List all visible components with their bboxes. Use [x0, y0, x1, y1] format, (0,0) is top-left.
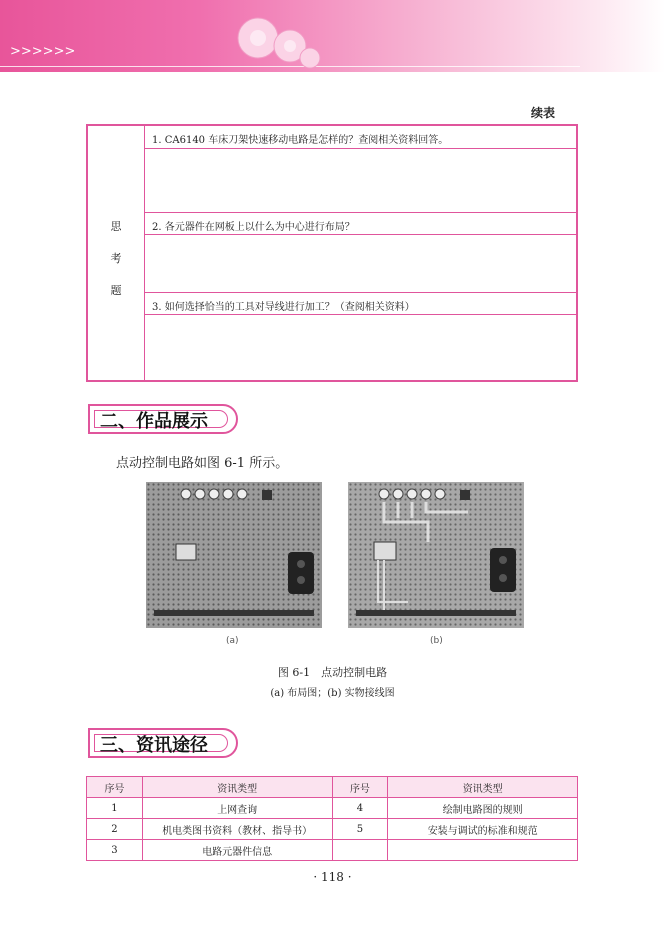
figure-caption-b: (b) — [430, 636, 443, 646]
board-wiring-image — [348, 482, 524, 628]
side-char: 思 — [110, 220, 122, 233]
section-title: 三、资讯途径 — [100, 735, 208, 756]
divider — [144, 314, 576, 315]
table-cell: 上网查询 — [142, 798, 332, 819]
table-cell: 安装与调试的标准和规范 — [388, 819, 578, 840]
table-row — [87, 819, 578, 840]
table-cell: 绘制电路图的规则 — [388, 798, 578, 819]
header-band — [0, 0, 665, 72]
table-row — [87, 798, 578, 819]
table-cell: 4 — [332, 798, 388, 819]
table-header-row — [87, 777, 578, 798]
side-char: 题 — [110, 284, 122, 297]
header-cell: 序号 — [332, 777, 388, 798]
side-char: 考 — [110, 252, 122, 265]
photo-layout — [146, 482, 322, 628]
intro-text: 点动控制电路如图 6-1 所示。 — [116, 456, 289, 471]
figure-subtitle: (a) 布局图；(b) 实物接线图 — [270, 688, 395, 699]
table-cell — [388, 840, 578, 861]
question-1: 1. CA6140 车床刀架快速移动电路是怎样的？查阅相关资料回答。 — [152, 135, 449, 146]
section-title: 二、作品展示 — [100, 411, 208, 432]
header-cell: 序号 — [87, 777, 143, 798]
question-3: 3. 如何选择恰当的工具对导线进行加工？（查阅相关资料） — [152, 302, 415, 313]
section-heading-3 — [88, 728, 240, 758]
divider — [144, 148, 576, 149]
divider — [144, 212, 576, 213]
divider — [144, 234, 576, 235]
divider — [144, 292, 576, 293]
table-cell: 3 — [87, 840, 143, 861]
header-cell: 资讯类型 — [142, 777, 332, 798]
table-cell — [332, 840, 388, 861]
table-cell: 1 — [87, 798, 143, 819]
table-cell: 机电类图书资料（教材、指导书） — [142, 819, 332, 840]
photo-wiring — [348, 482, 524, 628]
figure-caption-a: (a) — [226, 636, 239, 646]
table-cell: 5 — [332, 819, 388, 840]
page-number: · 118 · — [313, 870, 352, 884]
thinking-table — [86, 124, 578, 382]
table-row — [87, 840, 578, 861]
section-heading-2 — [88, 404, 240, 434]
table-cell: 电路元器件信息 — [142, 840, 332, 861]
figure-title: 图 6-1 点动控制电路 — [277, 666, 388, 679]
resources-table — [86, 776, 578, 861]
header-chevrons: >>>>>> — [10, 44, 76, 59]
table-cell: 2 — [87, 819, 143, 840]
continued-label: 续表 — [530, 106, 555, 120]
gear-decoration-icon — [228, 10, 328, 72]
board-layout-image — [146, 482, 322, 628]
thinking-side-cell — [88, 126, 145, 380]
header-cell: 资讯类型 — [388, 777, 578, 798]
question-2: 2. 各元器件在网板上以什么为中心进行布局？ — [152, 222, 355, 233]
